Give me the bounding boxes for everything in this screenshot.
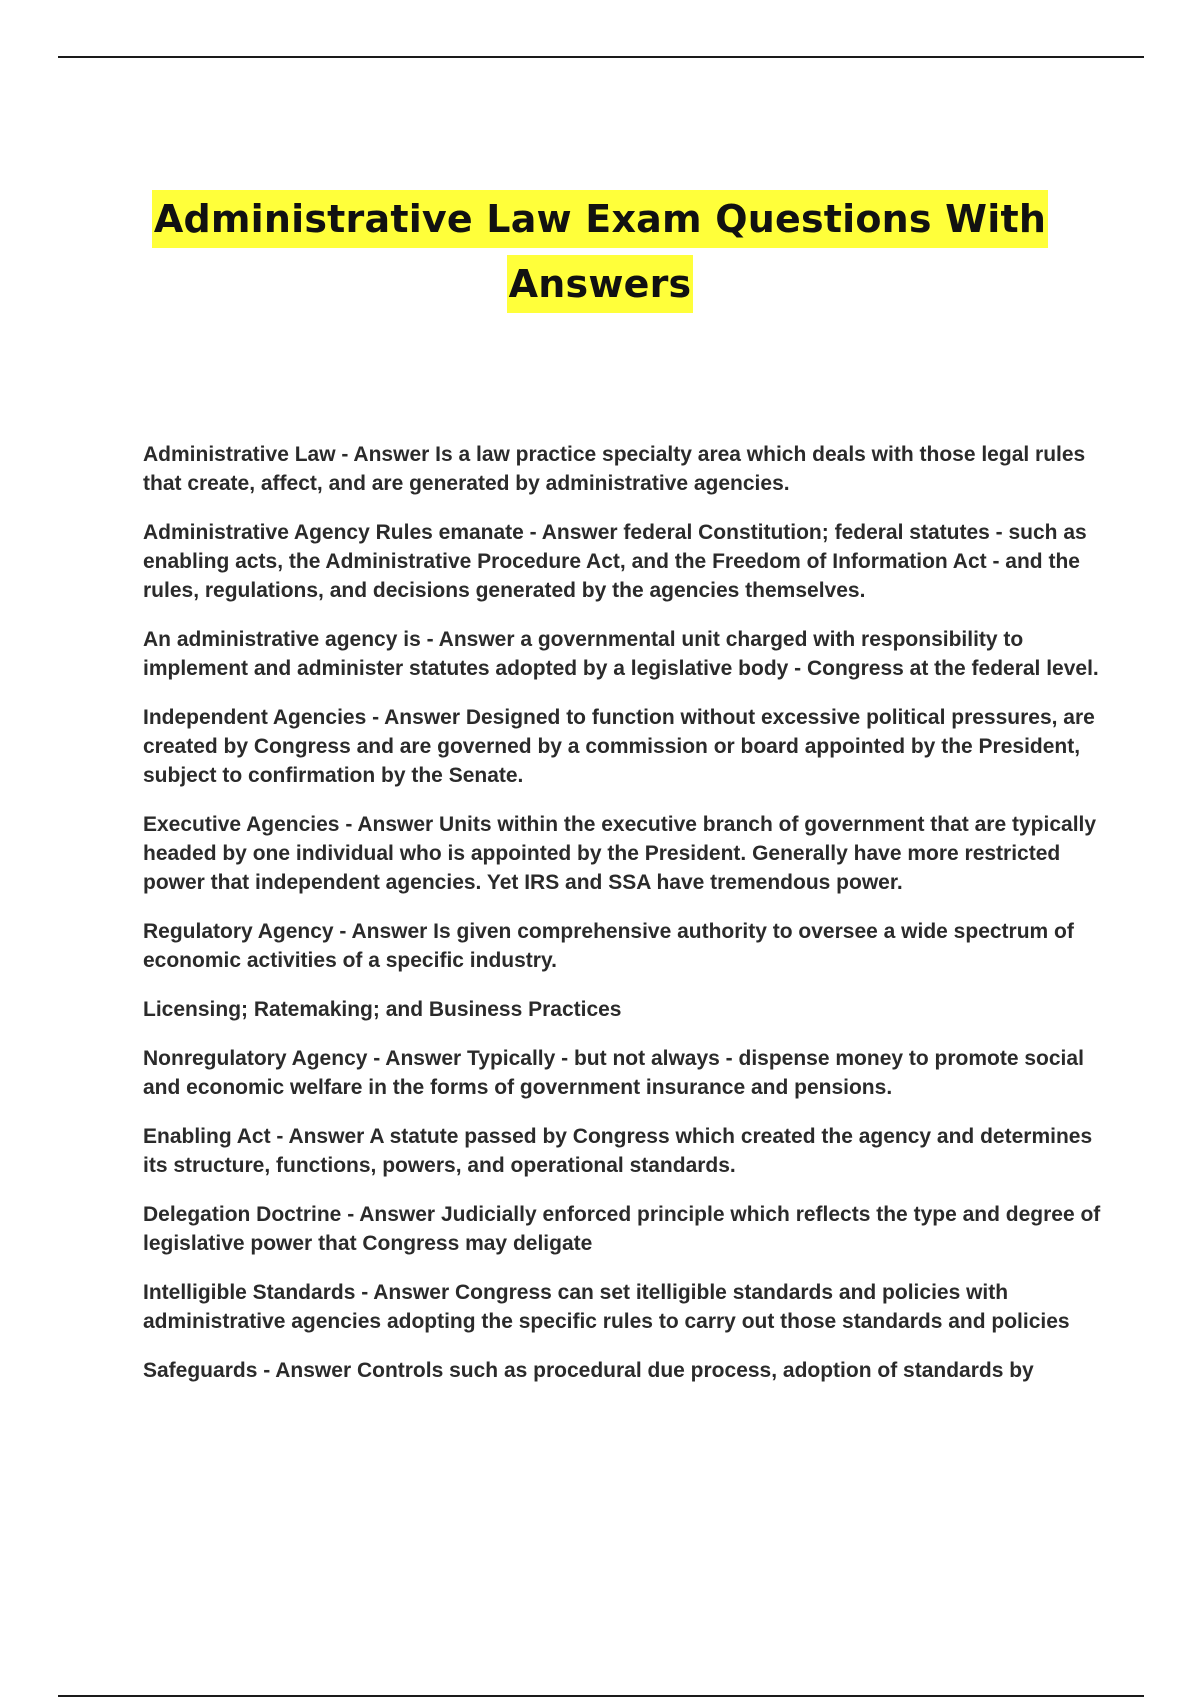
qa-entry-intelligible-standards: Intelligible Standards - Answer Congress can set itelligible standards and policies with administrative agencies adopting the specific rules to carry out those standards and policies — [143, 1281, 1070, 1333]
qa-entry-independent-agencies: Independent Agencies - Answer Designed to function without excessive political pressures, are created by Congress and are governed by a commission or board appointed by the President, subject to confirmation by the Senate. — [143, 706, 1095, 787]
qa-entry-administrative-agency: An administrative agency is - Answer a governmental unit charged with responsibility to implement and administer statutes adopted by a legislative body - Congress at the federal level. — [143, 628, 1099, 680]
qa-entry-enabling-act: Enabling Act - Answer A statute passed by Congress which created the agency and determines its structure, functions, powers, and operational standards. — [143, 1125, 1093, 1177]
qa-entry-nonregulatory-agency: Nonregulatory Agency - Answer Typically - but not always - dispense money to promote social and economic welfare in the forms of government insurance and pensions. — [143, 1047, 1084, 1099]
title-line-2: Answers — [507, 255, 694, 313]
top-divider — [58, 56, 1144, 58]
title-line-1: Administrative Law Exam Questions With — [152, 190, 1048, 248]
qa-entry-licensing: Licensing; Ratemaking; and Business Practices — [143, 998, 622, 1021]
qa-entry-safeguards: Safeguards - Answer Controls such as procedural due process, adoption of standards by — [143, 1359, 1034, 1382]
qa-entry-administrative-law: Administrative Law - Answer Is a law practice specialty area which deals with those legal rules that create, affect, and are generated by administrative agencies. — [143, 443, 1086, 495]
qa-list — [143, 440, 1103, 1405]
qa-entry-delegation-doctrine: Delegation Doctrine - Answer Judicially enforced principle which reflects the type and degree of legislative power that Congress may deligate — [143, 1203, 1101, 1255]
qa-entry-executive-agencies: Executive Agencies - Answer Units within the executive branch of government that are typically headed by one individual who is appointed by the President. Generally have more restricted power that independent agencies. Yet IRS and SSA have tremendous power. — [143, 813, 1097, 894]
bottom-divider — [58, 1695, 1144, 1697]
qa-entry-regulatory-agency: Regulatory Agency - Answer Is given comprehensive authority to oversee a wide spectrum of economic activities of a specific industry. — [143, 920, 1074, 972]
document-title — [0, 190, 1200, 313]
qa-entry-agency-rules-emanate: Administrative Agency Rules emanate - Answer federal Constitution; federal statutes - such as enabling acts, the Administrative Procedure Act, and the Freedom of Information Act - and the rules, regulations, and decisions generated by the agencies themselves. — [143, 521, 1087, 602]
